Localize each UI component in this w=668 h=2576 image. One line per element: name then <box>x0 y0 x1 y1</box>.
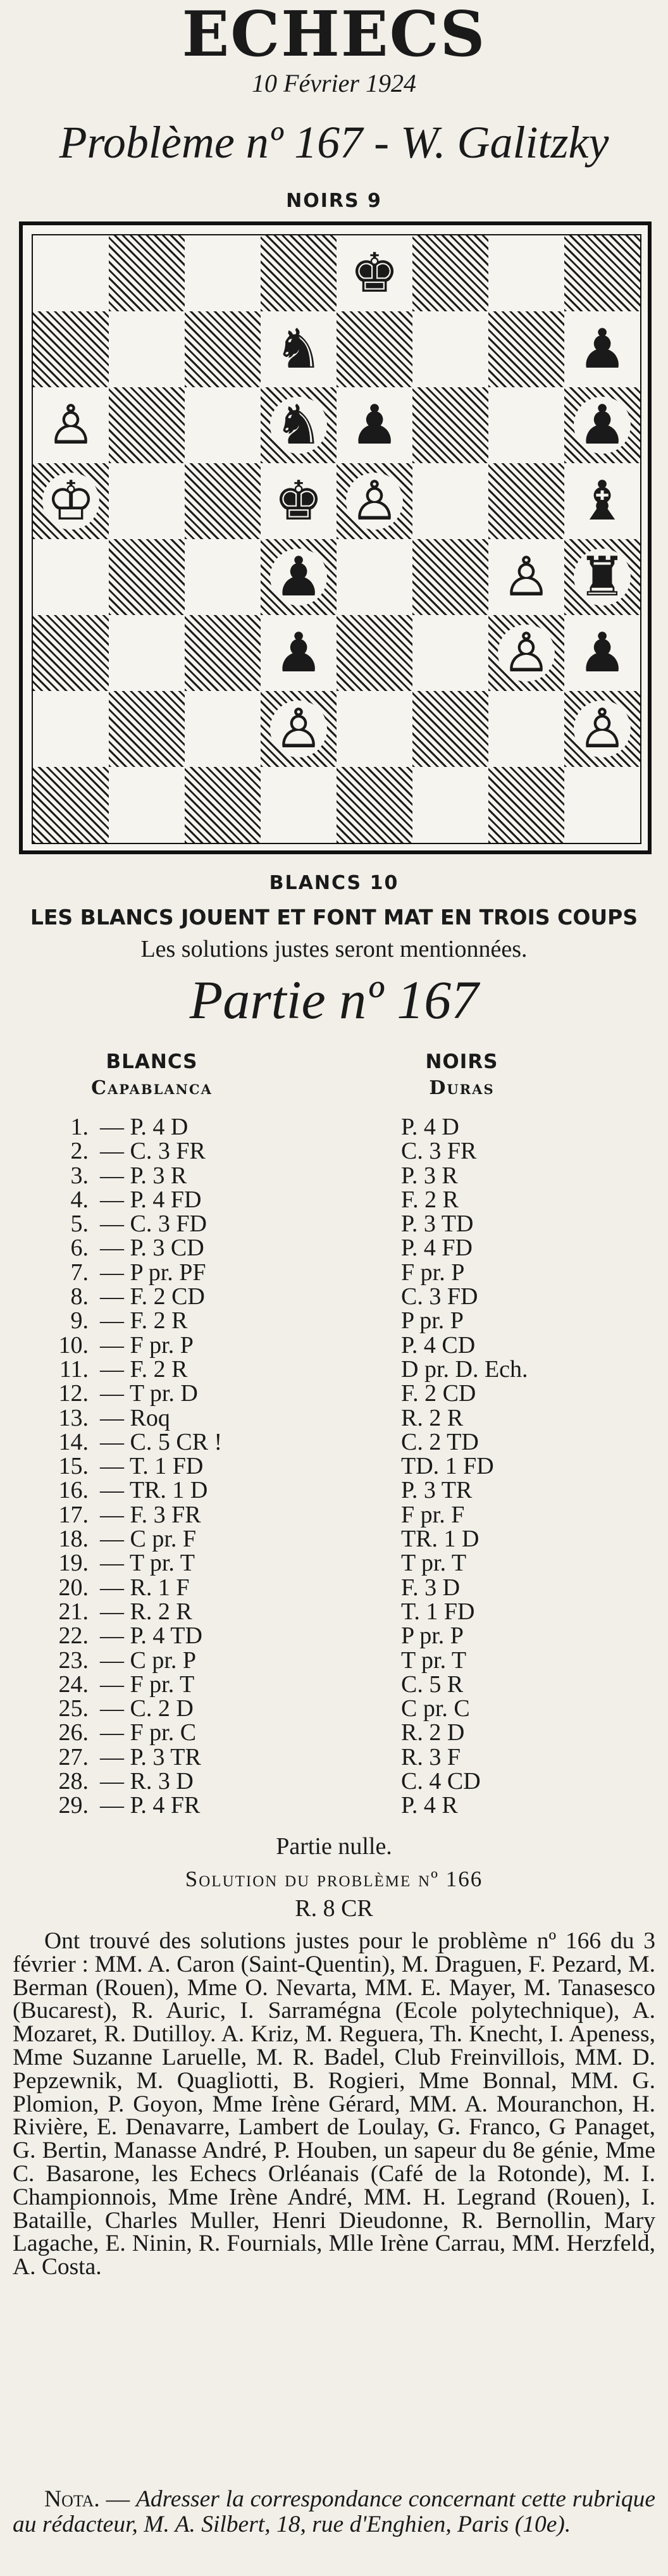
black-move: C. 2 TD <box>401 1428 479 1455</box>
black-pawn-icon: ♟ <box>346 397 402 454</box>
board-square <box>185 235 261 311</box>
board-square <box>109 311 185 387</box>
move-row <box>0 1357 668 1381</box>
board-square <box>261 691 337 767</box>
black-move: P. 3 R <box>401 1162 458 1189</box>
board-square <box>109 691 185 767</box>
move-number: 26. <box>58 1719 89 1746</box>
black-move: T. 1 FD <box>401 1598 475 1625</box>
board-square <box>564 691 640 767</box>
move-number: 25. <box>58 1695 89 1722</box>
move-number: 22. <box>58 1622 89 1650</box>
black-bishop-icon: ♝ <box>574 473 630 530</box>
white-move: — P. 3 R <box>100 1162 187 1189</box>
move-number: 17. <box>58 1501 89 1528</box>
move-number: 14. <box>58 1428 89 1455</box>
white-piece-count: BLANCS 10 <box>269 872 399 894</box>
black-king-icon: ♚ <box>346 245 402 302</box>
solvers-paragraph: Ont trouvé des solutions justes pour le problème nº 166 du 3 février : MM. A. Caron (Saint-Quentin), M. Draguen, F. Pezard, M. Berman (Rouen), Mme O. Nevarta, MM. E. Mayer, M. Tanasesco (Bucarest), R. Auric, I. Sarramégna (Ecole polytechnique), A. Mozaret, R. Dutilloy. A. Kriz, M. Reguera, Th. Knecht, I. Apeness, Mme Suzanne Laruelle, M. R. Badel, Club Freinvillois, MM. D. Pepzewnik, M. Quagliotti, B. Rogieri, Mme Bonnal, MM. G. Plomion, P. Goyon, Mme Irène Gérard, MM. A. Mouranchon, H. Rivière, E. Denavarre, Lambert de Loulay, G. Franco, G Panaget, G. Bertin, Manasse André, P. Houben, un sapeur du 8e génie, Mme C. Basarone, les Echecs Orléanais (Café de la Rotonde), M. I. Championnois, Mme Irène André, MM. H. Legrand (Rouen), I. Bataille, Charles Muller, Henri Dieudonne, R. Bernollin, Mary Lagache, E. Ninin, R. Fournials, Mlle Irène Carrau, MM. Herzfeld, A. Costa. <box>13 1928 655 2280</box>
board-square <box>109 615 185 691</box>
board-square <box>488 387 564 463</box>
move-row <box>0 1720 668 1745</box>
black-move: C pr. C <box>401 1695 470 1722</box>
board-square <box>564 615 640 691</box>
board-square <box>488 767 564 843</box>
white-move: — P. 4 FR <box>100 1792 201 1819</box>
white-move: — Roq <box>100 1404 170 1431</box>
black-pawn-icon: ♟ <box>574 625 630 681</box>
black-move: F. 2 CD <box>401 1380 476 1407</box>
black-move: P. 4 D <box>401 1114 459 1140</box>
board-square <box>33 235 109 311</box>
board-square <box>261 387 337 463</box>
black-move: F pr. P <box>401 1259 465 1286</box>
white-column-header <box>70 1050 234 1099</box>
white-move: — F pr. T <box>100 1671 195 1698</box>
move-row <box>0 1164 668 1188</box>
white-pawn-icon: ♙ <box>42 397 99 454</box>
black-move: R. 3 F <box>401 1743 461 1770</box>
move-row <box>0 1212 668 1236</box>
move-number: 11. <box>59 1355 89 1383</box>
white-move: — C. 5 CR ! <box>100 1428 223 1455</box>
move-row <box>0 1503 668 1527</box>
black-move: P. 4 R <box>401 1792 458 1819</box>
black-move: T pr. T <box>401 1646 467 1674</box>
board-square <box>488 539 564 615</box>
board-square <box>33 311 109 387</box>
board-square <box>185 767 261 843</box>
board-square <box>564 235 640 311</box>
move-number: 4. <box>70 1186 89 1213</box>
board-square <box>109 539 185 615</box>
nota-paragraph <box>13 2487 655 2537</box>
publication-date: 10 Février 1924 <box>252 69 416 97</box>
white-move: — T. 1 FD <box>100 1453 204 1480</box>
nota-text: Adresser la correspondance concernant cette rubrique au rédacteur, M. A. Silbert, 18, rue d'Enghien, Paris (10e). <box>13 2486 656 2537</box>
white-move: — P. 4 TD <box>100 1622 202 1650</box>
board-square <box>261 767 337 843</box>
move-number: 27. <box>58 1743 89 1770</box>
move-number: 18. <box>58 1526 89 1553</box>
board-square <box>33 539 109 615</box>
board-square <box>261 463 337 539</box>
white-move: — P. 4 FD <box>100 1186 202 1213</box>
move-row <box>0 1236 668 1260</box>
black-move: R. 2 D <box>401 1719 465 1746</box>
game-result: Partie nulle. <box>276 1833 392 1860</box>
move-number: 15. <box>58 1453 89 1480</box>
move-row <box>0 1406 668 1430</box>
board-square <box>185 387 261 463</box>
chess-board <box>19 221 652 854</box>
move-row <box>0 1115 668 1139</box>
move-number: 29. <box>58 1792 89 1819</box>
move-number: 16. <box>58 1477 89 1504</box>
white-move: — C pr. P <box>100 1646 197 1674</box>
black-move: C. 3 FR <box>401 1138 477 1165</box>
black-move: P pr. P <box>401 1307 464 1335</box>
move-number: 7. <box>70 1259 89 1286</box>
board-square <box>488 311 564 387</box>
black-move: P. 3 TD <box>401 1210 474 1238</box>
white-move: — F pr. C <box>100 1719 197 1746</box>
board-square <box>337 387 412 463</box>
move-number: 12. <box>58 1380 89 1407</box>
move-number: 23. <box>58 1646 89 1674</box>
board-square <box>109 463 185 539</box>
black-pawn-icon: ♟ <box>574 321 630 378</box>
move-row <box>0 1672 668 1696</box>
nota-label: Nota. — <box>44 2486 130 2512</box>
board-square <box>488 463 564 539</box>
board-square <box>412 615 488 691</box>
move-number: 1. <box>70 1114 89 1140</box>
black-move: C. 5 R <box>401 1671 464 1698</box>
move-row <box>0 1551 668 1575</box>
black-player-name: Duras <box>429 1077 495 1099</box>
white-side-label: BLANCS <box>106 1050 198 1073</box>
move-row <box>0 1527 668 1551</box>
black-move: P pr. P <box>401 1622 464 1650</box>
game-header <box>0 1050 668 1107</box>
white-move: — P. 3 TR <box>100 1743 201 1770</box>
move-number: 19. <box>58 1550 89 1577</box>
move-row <box>0 1454 668 1478</box>
black-king-icon: ♚ <box>270 473 326 530</box>
board-square <box>488 615 564 691</box>
board-square <box>185 691 261 767</box>
board-square <box>33 615 109 691</box>
white-move: — C. 2 D <box>100 1695 194 1722</box>
black-move: C. 4 CD <box>401 1768 481 1795</box>
move-row <box>0 1430 668 1454</box>
move-row <box>0 1260 668 1285</box>
solution-move: R. 8 CR <box>295 1895 373 1922</box>
board-square <box>337 615 412 691</box>
white-move: — T pr. T <box>100 1550 195 1577</box>
board-square <box>564 387 640 463</box>
move-row <box>0 1188 668 1212</box>
board-square <box>412 463 488 539</box>
board-square <box>33 767 109 843</box>
board-square <box>261 615 337 691</box>
board-square <box>185 615 261 691</box>
board-square <box>33 691 109 767</box>
move-row <box>0 1478 668 1502</box>
black-move: F. 3 D <box>401 1574 461 1601</box>
move-number: 13. <box>58 1404 89 1431</box>
white-move: — T pr. D <box>100 1380 198 1407</box>
board-square <box>412 387 488 463</box>
board-square <box>488 691 564 767</box>
black-column-header <box>392 1050 531 1099</box>
move-number: 21. <box>58 1598 89 1625</box>
board-square <box>261 311 337 387</box>
white-king-icon: ♔ <box>42 473 99 530</box>
white-move: — P pr. PF <box>100 1259 206 1286</box>
black-move: F pr. F <box>401 1501 465 1528</box>
black-move: P. 3 TR <box>401 1477 473 1504</box>
move-row <box>0 1600 668 1624</box>
white-pawn-icon: ♙ <box>346 473 402 530</box>
white-move: — TR. 1 D <box>100 1477 208 1504</box>
board-square <box>337 235 412 311</box>
board-square <box>185 463 261 539</box>
board-square <box>564 463 640 539</box>
move-row <box>0 1139 668 1163</box>
move-row <box>0 1696 668 1720</box>
problem-title: Problème nº 167 - W. Galitzky <box>59 117 609 168</box>
black-move: T pr. T <box>401 1550 467 1577</box>
board-square <box>261 235 337 311</box>
board-square <box>337 539 412 615</box>
white-move: — F pr. P <box>100 1331 194 1359</box>
move-row <box>0 1333 668 1357</box>
black-piece-count: NOIRS 9 <box>286 190 382 212</box>
move-number: 10. <box>58 1331 89 1359</box>
board-square <box>261 539 337 615</box>
move-row <box>0 1769 668 1793</box>
chess-board-grid <box>32 234 641 844</box>
black-pawn-icon: ♟ <box>270 549 326 606</box>
white-pawn-icon: ♙ <box>498 625 554 681</box>
white-move: — P. 4 D <box>100 1114 189 1140</box>
board-square <box>564 767 640 843</box>
move-row <box>0 1381 668 1405</box>
black-move: C. 3 FD <box>401 1283 478 1310</box>
white-player-name: Capablanca <box>91 1077 213 1099</box>
white-move: — C pr. F <box>100 1526 197 1553</box>
board-square <box>185 311 261 387</box>
move-row <box>0 1793 668 1817</box>
board-square <box>337 311 412 387</box>
board-square <box>488 235 564 311</box>
board-square <box>337 691 412 767</box>
move-number: 9. <box>70 1307 89 1335</box>
move-number: 20. <box>58 1574 89 1601</box>
board-square <box>337 463 412 539</box>
white-move: — R. 2 R <box>100 1598 192 1625</box>
board-square <box>412 311 488 387</box>
white-move: — R. 1 F <box>100 1574 190 1601</box>
board-square <box>33 463 109 539</box>
board-square <box>109 235 185 311</box>
board-square <box>564 539 640 615</box>
black-move: R. 2 R <box>401 1404 464 1431</box>
white-move: — F. 2 CD <box>100 1283 205 1310</box>
board-square <box>412 691 488 767</box>
move-row <box>0 1309 668 1333</box>
white-pawn-icon: ♙ <box>498 549 554 606</box>
solution-title: Solution du problème nº 166 <box>185 1867 483 1891</box>
solutions-note: Les solutions justes seront mentionnées. <box>140 936 528 962</box>
black-move: P. 4 CD <box>401 1331 476 1359</box>
move-list <box>0 1115 668 1818</box>
board-square <box>185 539 261 615</box>
board-square <box>564 311 640 387</box>
move-number: 28. <box>58 1768 89 1795</box>
black-move: F. 2 R <box>401 1186 459 1213</box>
board-square <box>412 235 488 311</box>
move-number: 2. <box>70 1138 89 1165</box>
board-square <box>412 767 488 843</box>
white-move: — C. 3 FR <box>100 1138 206 1165</box>
white-pawn-icon: ♙ <box>574 700 630 757</box>
black-move: TR. 1 D <box>401 1526 479 1553</box>
white-pawn-icon: ♙ <box>270 700 326 757</box>
move-number: 5. <box>70 1210 89 1238</box>
black-move: P. 4 FD <box>401 1235 473 1262</box>
black-rook-icon: ♜ <box>574 549 630 606</box>
problem-instruction: LES BLANCS JOUENT ET FONT MAT EN TROIS COUPS <box>30 905 638 930</box>
move-number: 24. <box>58 1671 89 1698</box>
white-move: — R. 3 D <box>100 1768 194 1795</box>
black-knight-icon: ♞ <box>270 397 326 454</box>
black-move: D pr. D. Ech. <box>401 1355 528 1383</box>
move-row <box>0 1285 668 1309</box>
move-row <box>0 1745 668 1769</box>
white-move: — P. 3 CD <box>100 1235 204 1262</box>
white-move: — C. 3 FD <box>100 1210 207 1238</box>
move-row <box>0 1648 668 1672</box>
board-square <box>337 767 412 843</box>
board-square <box>109 387 185 463</box>
black-pawn-icon: ♟ <box>270 625 326 681</box>
black-knight-icon: ♞ <box>270 321 326 378</box>
page-title: ECHECS <box>182 0 486 71</box>
white-move: — F. 3 FR <box>100 1501 201 1528</box>
black-side-label: NOIRS <box>425 1050 498 1073</box>
board-square <box>33 387 109 463</box>
board-square <box>109 767 185 843</box>
board-square <box>412 539 488 615</box>
move-number: 3. <box>70 1162 89 1189</box>
white-move: — F. 2 R <box>100 1355 188 1383</box>
move-number: 8. <box>70 1283 89 1310</box>
move-number: 6. <box>70 1235 89 1262</box>
move-row <box>0 1624 668 1648</box>
game-title: Partie nº 167 <box>189 969 479 1030</box>
black-move: TD. 1 FD <box>401 1453 494 1480</box>
move-row <box>0 1576 668 1600</box>
black-pawn-icon: ♟ <box>574 397 630 454</box>
white-move: — F. 2 R <box>100 1307 188 1335</box>
